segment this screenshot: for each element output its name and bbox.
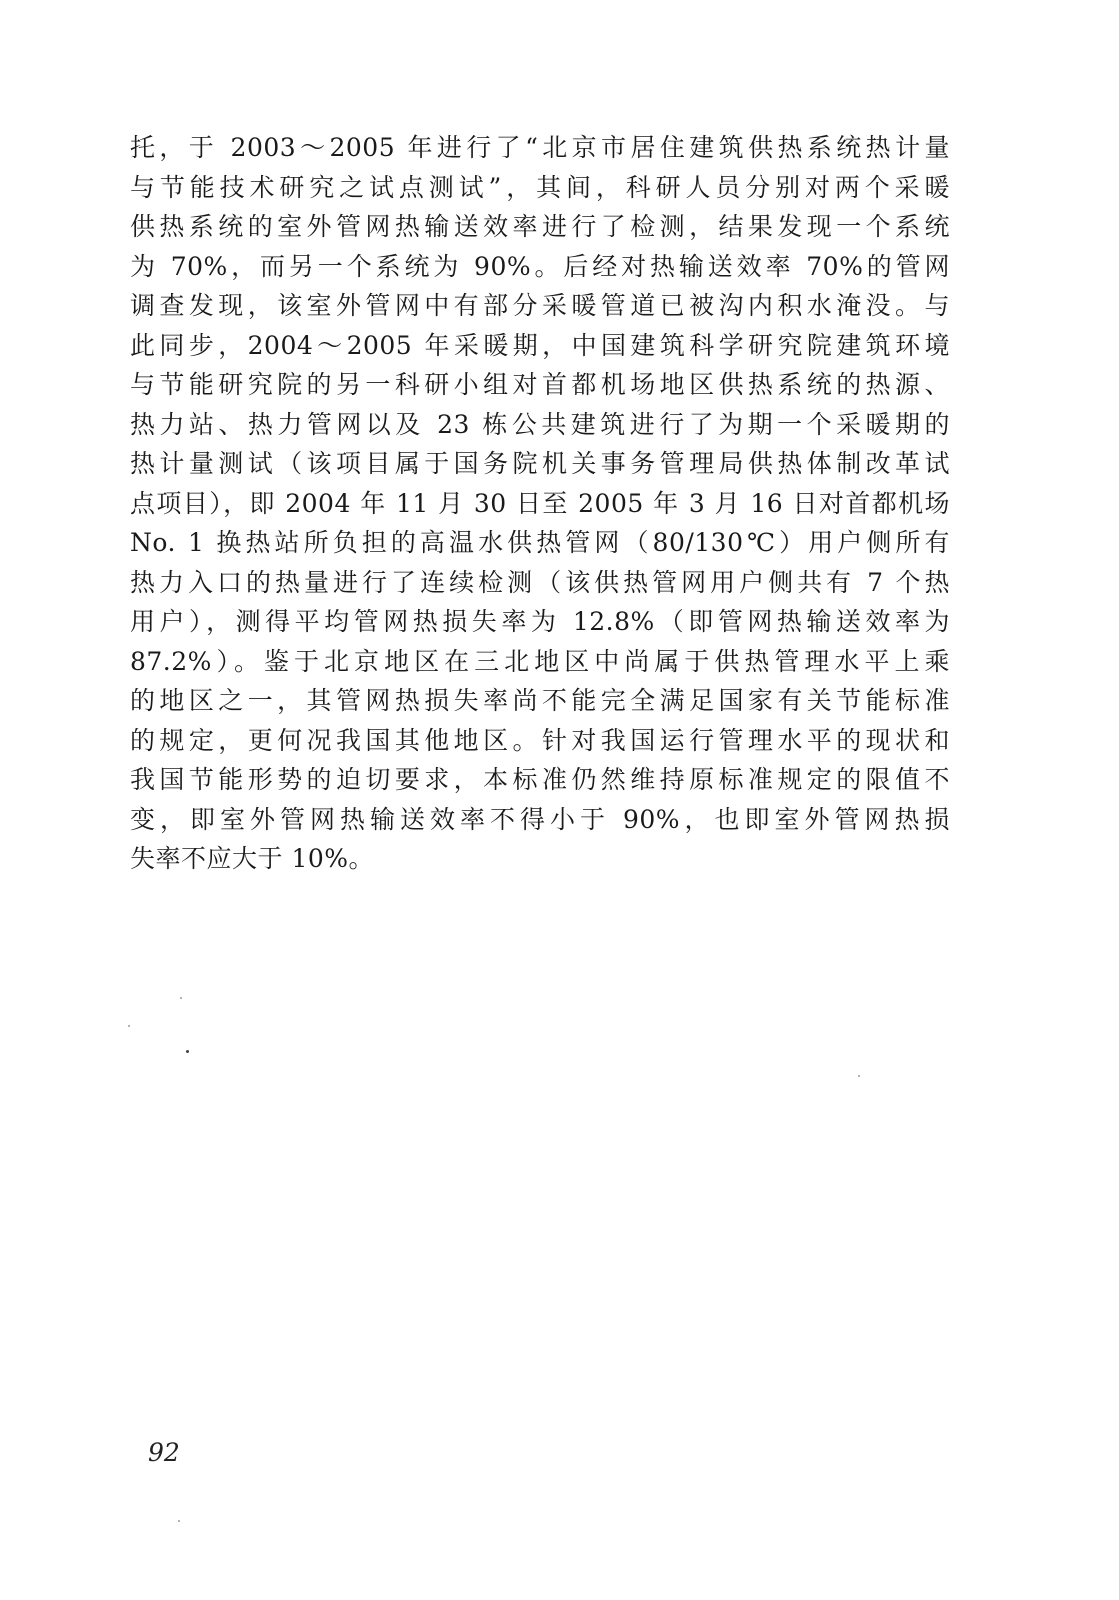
- paragraph-line: 调查发现，该室外管网中有部分采暖管道已被沟内积水淹没。与: [130, 291, 950, 320]
- scan-speck: [858, 1075, 860, 1077]
- paragraph-line: 用户），测得平均管网热损失率为 12.8%（即管网热输送效率为: [130, 607, 950, 636]
- paragraph-line: 的地区之一，其管网热损失率尚不能完全满足国家有关节能标准: [130, 686, 950, 715]
- scan-speck: [186, 1050, 189, 1053]
- paragraph-line: 与节能技术研究之试点测试”，其间，科研人员分别对两个采暖: [130, 172, 950, 202]
- scan-speck: [180, 997, 182, 999]
- page-number: 92: [148, 1438, 180, 1467]
- paragraph-line: 热力站、热力管网以及 23 栋公共建筑进行了为期一个采暖期的: [130, 409, 950, 439]
- paragraph-line: 供热系统的室外管网热输送效率进行了检测，结果发现一个系统: [130, 212, 950, 241]
- paragraph-line: 的规定，更何况我国其他地区。针对我国运行管理水平的现状和: [130, 725, 950, 755]
- body-paragraph: [130, 128, 950, 879]
- paragraph-line: 87.2%）。鉴于北京地区在三北地区中尚属于供热管理水平上乘: [130, 646, 950, 676]
- paragraph-line: 失率不应大于 10%。: [130, 844, 375, 873]
- paragraph-line: 与节能研究院的另一科研小组对首都机场地区供热系统的热源、: [130, 370, 950, 399]
- paragraph-line: 点项目），即 2004 年 11 月 30 日至 2005 年 3 月 16 日对首都机场: [130, 488, 950, 518]
- paragraph-line: 为 70%，而另一个系统为 90%。后经对热输送效率 70%的管网: [130, 251, 950, 281]
- paragraph-line: 变，即室外管网热输送效率不得小于 90%，也即室外管网热损: [130, 804, 950, 834]
- scan-speck: [178, 1520, 180, 1522]
- paragraph-line: 托，于 2003～2005 年进行了“北京市居住建筑供热系统热计量: [130, 133, 950, 162]
- paragraph-line: 此同步，2004～2005 年采暖期，中国建筑科学研究院建筑环境: [130, 330, 950, 360]
- paragraph-line: No. 1 换热站所负担的高温水供热管网（80/130℃）用户侧所有: [130, 528, 950, 557]
- scan-speck: [128, 1025, 130, 1027]
- paragraph-line: 热计量测试（该项目属于国务院机关事务管理局供热体制改革试: [130, 449, 950, 478]
- paragraph-line: 热力入口的热量进行了连续检测（该供热管网用户侧共有 7 个热: [130, 567, 950, 597]
- paragraph-line: 我国节能形势的迫切要求，本标准仍然维持原标准规定的限值不: [130, 765, 950, 794]
